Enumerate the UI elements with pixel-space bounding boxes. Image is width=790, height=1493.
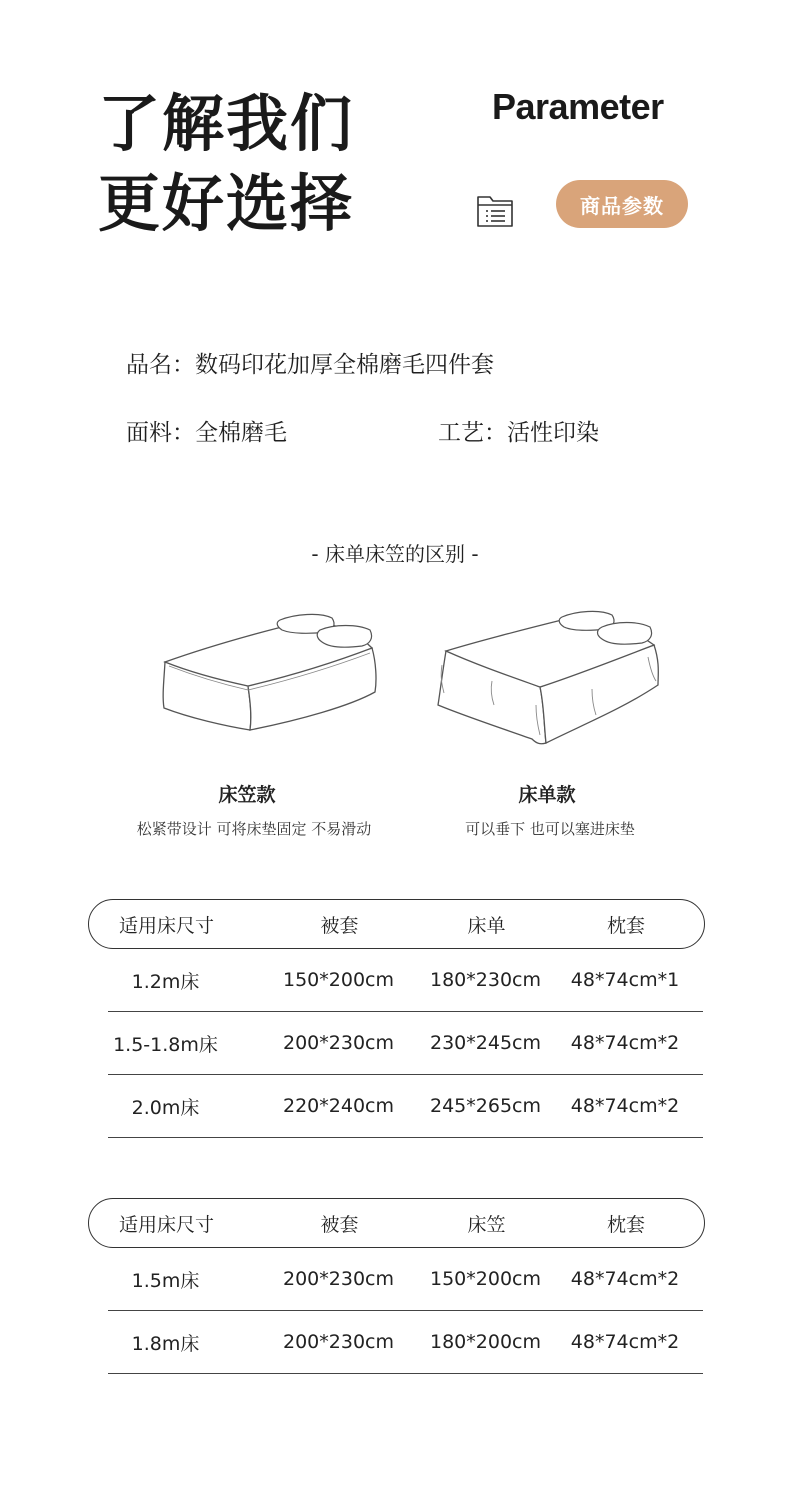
hero-title-line1: 了解我们 [98, 87, 355, 160]
cell-duvet: 200*230cm [283, 1331, 394, 1353]
size-table-flat-sheet [88, 899, 705, 1138]
cell-sheet: 180*230cm [430, 969, 541, 991]
cell-bed-size: 1.8m床 [131, 1332, 200, 1355]
craft-info: 工艺：活性印染 [438, 420, 599, 446]
cell-duvet: 200*230cm [283, 1268, 394, 1290]
cell-sheet: 230*245cm [430, 1032, 541, 1054]
cell-pillowcase: 48*74cm*2 [570, 1331, 680, 1353]
cell-pillowcase: 48*74cm*2 [570, 1095, 680, 1117]
fitted-sheet-title: 床笠款 [218, 784, 276, 806]
table-row [108, 1012, 703, 1075]
cell-bed-size: 1.2m床 [131, 970, 200, 993]
flat-sheet-desc: 可以垂下 也可以塞进床垫 [465, 820, 635, 838]
cell-bed-size: 1.5-1.8m床 [113, 1033, 218, 1056]
fitted-sheet-desc: 松紧带设计 可将床垫固定 不易滑动 [136, 820, 372, 838]
hero-title-line2: 更好选择 [98, 167, 355, 240]
product-name: 品名：数码印花加厚全棉磨毛四件套 [126, 352, 494, 378]
cell-pillowcase: 48*74cm*2 [570, 1032, 680, 1054]
cell-sheet: 245*265cm [430, 1095, 541, 1117]
header-fitted-sheet: 床笠 [467, 1213, 506, 1236]
header-duvet: 被套 [320, 1213, 359, 1236]
table-row [108, 1311, 703, 1374]
cell-duvet: 200*230cm [283, 1032, 394, 1054]
product-params-badge: 商品参数 [556, 180, 688, 228]
table-row [108, 1075, 703, 1138]
cell-pillowcase: 48*74cm*1 [570, 969, 680, 991]
header-pillowcase: 枕套 [606, 1213, 645, 1236]
header-bed-size: 适用床尺寸 [118, 1213, 214, 1236]
table-row [108, 1248, 703, 1311]
cell-duvet: 150*200cm [283, 969, 394, 991]
header-pillowcase: 枕套 [606, 914, 645, 937]
section-title: - 床单床笠的区别 - [311, 542, 479, 566]
parameter-title: Parameter [492, 86, 664, 127]
table-header [88, 899, 705, 949]
cell-bed-size: 1.5m床 [131, 1269, 200, 1292]
document-list-icon [476, 192, 514, 228]
fabric-info: 面料：全棉磨毛 [126, 420, 287, 446]
table-row [108, 949, 703, 1012]
cell-sheet: 150*200cm [430, 1268, 541, 1290]
flat-sheet-bed-illustration [432, 605, 672, 750]
cell-duvet: 220*240cm [283, 1095, 394, 1117]
size-table-fitted-sheet [88, 1198, 705, 1374]
header-flat-sheet: 床单 [467, 914, 506, 937]
cell-bed-size: 2.0m床 [131, 1096, 200, 1119]
fitted-sheet-bed-illustration [150, 600, 390, 740]
header-duvet: 被套 [320, 914, 359, 937]
cell-pillowcase: 48*74cm*2 [570, 1268, 680, 1290]
header-bed-size: 适用床尺寸 [118, 914, 214, 937]
table-header [88, 1198, 705, 1248]
cell-sheet: 180*200cm [430, 1331, 541, 1353]
flat-sheet-title: 床单款 [518, 784, 576, 806]
